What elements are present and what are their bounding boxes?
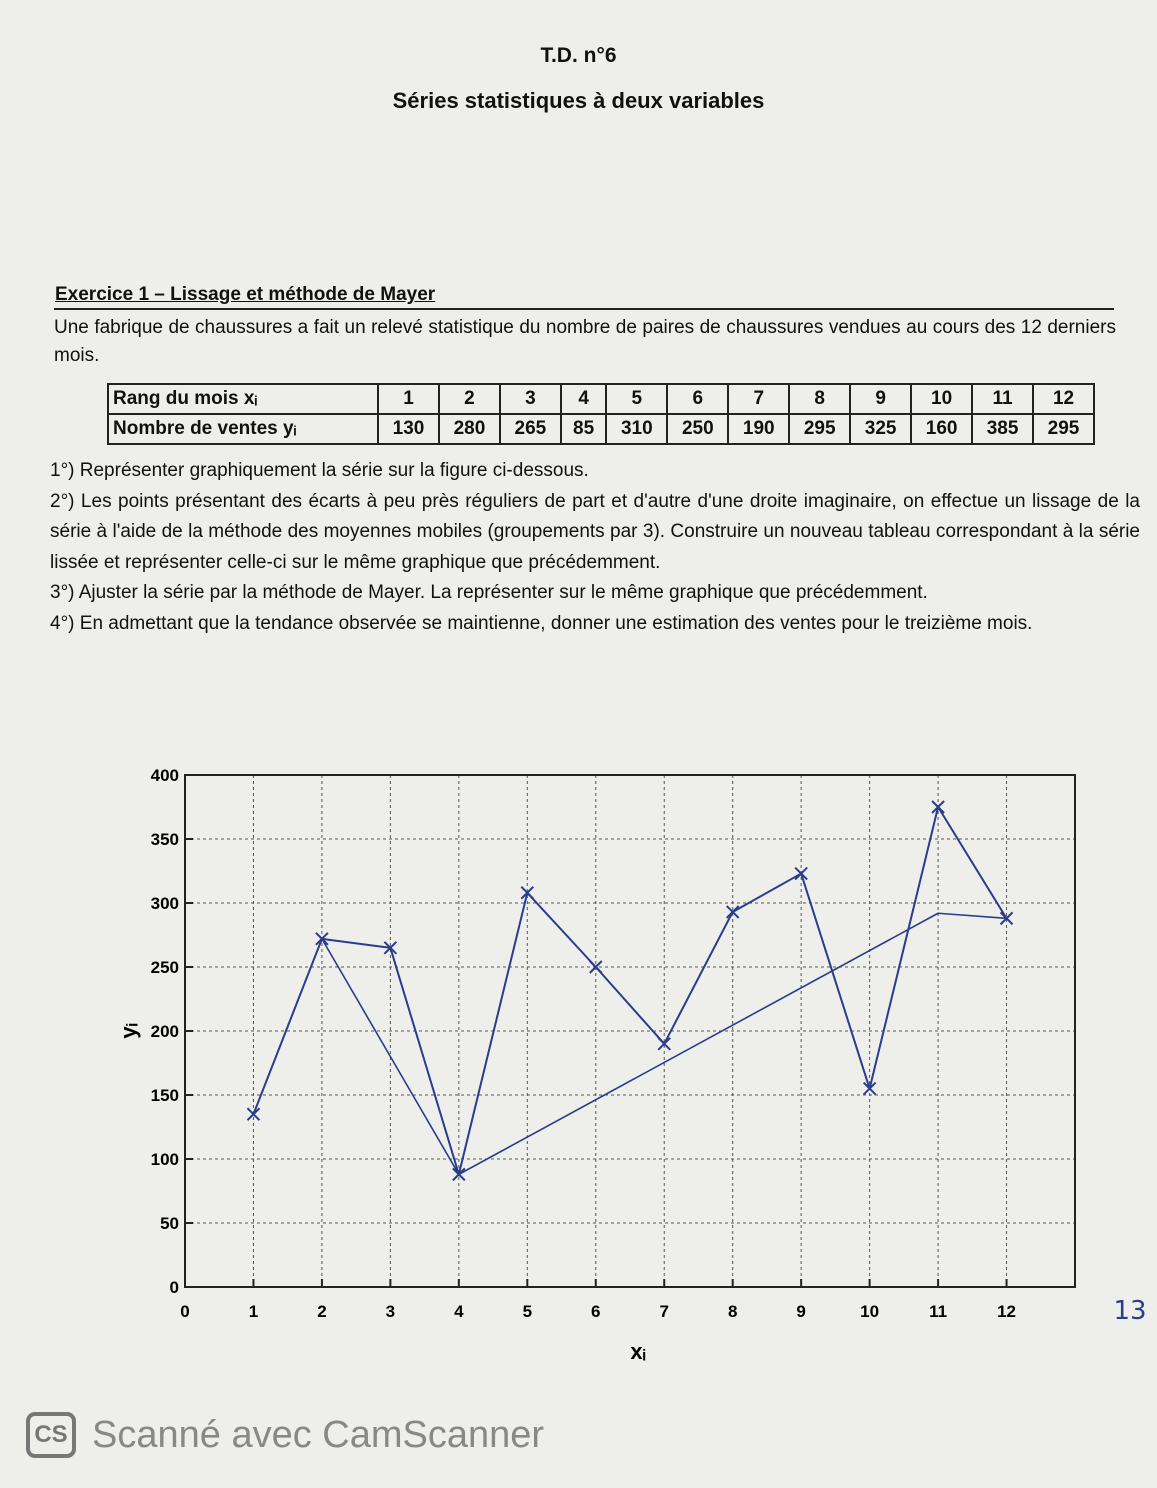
x-tick-label: 1 [248,1302,259,1321]
table-cell: 130 [378,414,439,444]
y-tick-label: 300 [150,894,179,913]
scanner-watermark [26,1410,544,1460]
table-cell: 7 [728,384,789,414]
table-cell: 160 [911,414,972,444]
camscanner-text: Scanné avec CamScanner [92,1413,545,1456]
y-axis-label: yᵢ [116,1023,141,1039]
x-tick-label: 6 [591,1302,601,1321]
y-tick-label: 0 [169,1278,179,1297]
table-cell: 295 [789,414,850,444]
y-tick-label: 50 [160,1214,179,1233]
question-3: 3°) Ajuster la série par la méthode de Mayer. La représenter sur le même graphique que précédemment. [50,582,928,603]
page-subtitle: Séries statistiques à deux variables [392,88,765,113]
table-cell: 6 [667,384,728,414]
table-cell: 250 [667,414,728,444]
x-tick-label: 11 [929,1302,948,1321]
table-cell: 10 [911,384,972,414]
y-tick-label: 200 [150,1022,179,1041]
table-cell: 9 [850,384,911,414]
x-tick-label: 3 [385,1302,396,1321]
series-line-main [253,807,1006,1174]
x-tick-label: 2 [317,1302,327,1321]
table-row-label: Nombre de ventes yᵢ [108,414,378,444]
table-cell: 295 [1033,414,1094,444]
y-tick-label: 100 [150,1150,179,1169]
x-tick-label: 0 [180,1302,190,1321]
table-cell: 325 [850,414,911,444]
table-cell: 265 [500,414,561,444]
y-tick-label: 150 [150,1086,179,1105]
table-cell: 5 [606,384,667,414]
table-cell: 190 [728,414,789,444]
y-tick-label: 400 [150,766,179,785]
table-cell: 4 [561,384,607,414]
table-cell: 280 [439,414,500,444]
exercise-title: Exercice 1 – Lissage et méthode de Mayer [55,284,436,305]
table-cell: 1 [378,384,439,414]
x-tick-label: 8 [727,1302,738,1321]
question-1: 1°) Représenter graphiquement la série sur la figure ci-dessous. [50,460,589,481]
x-tick-label: 10 [860,1302,880,1321]
question-2: 2°) Les points présentant des écarts à peu près réguliers de part et d'autre d'une droite imaginaire, on effectue un lissage de la série à l'aide de la méthode des moyennes mobiles (groupements par 3). Construire un nouveau tableau correspondant à la série lissée et représenter celle-ci sur le même graphique que précédemment. [50,490,1140,573]
x-axis-label: xᵢ [630,1339,646,1364]
x-tick-label: 7 [659,1302,669,1321]
camscanner-logo: CS [26,1412,76,1458]
table-cell: 385 [972,414,1033,444]
table-cell: 85 [561,414,607,444]
x-tick-label: 9 [796,1302,806,1321]
table-cell: 2 [439,384,500,414]
y-tick-label: 350 [150,830,179,849]
table-cell: 3 [500,384,561,414]
table-cell: 310 [606,414,667,444]
x-tick-label: 4 [454,1302,464,1321]
table-cell: 8 [789,384,850,414]
handwritten-tick-13: 13 [1113,1296,1147,1326]
x-tick-label: 5 [522,1302,533,1321]
exercise-intro: Une fabrique de chaussures a fait un relevé statistique du nombre de paires de chaussures vendues au cours des 12 derniers mois. [54,317,1116,366]
table-row-label: Rang du mois xᵢ [108,384,378,414]
y-tick-label: 250 [150,958,179,977]
page-title: T.D. n°6 [540,44,617,67]
question-4: 4°) En admettant que la tendance observée se maintienne, donner une estimation des ventes pour le treizième mois. [50,612,1033,634]
table-cell: 11 [972,384,1033,414]
x-tick-label: 12 [997,1302,1016,1321]
table-cell: 12 [1033,384,1094,414]
